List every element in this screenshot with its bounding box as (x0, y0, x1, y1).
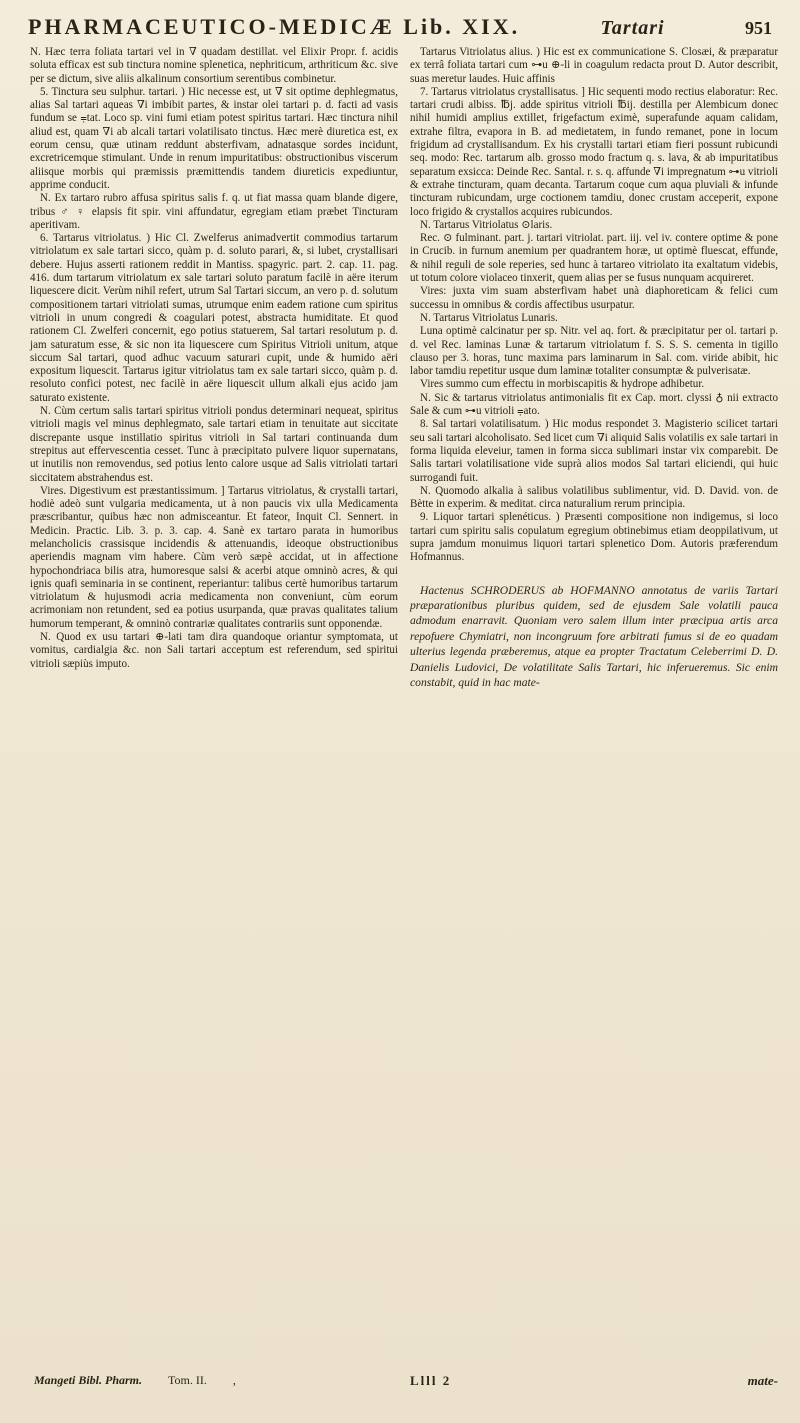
paragraph: 5. Tinctura seu sulphur. tartari. ) Hic necesse est, ut ∇ sit optime dephlegmatus, alias Sal tartari aqueas ∇i imbibit partes, & instar olei tartari p. d. facti ad vasis fundum se ⩦tat. Loco sp. vini fumi etiam potest spiritus tartari. Hæc tinctura nihil aliud est, quam ∇i ab alcali tartari volatilisato tinctus. Hæc merè diuretica est, ex eorum censu, quæ utinam reddunt absterfivam, adnatasque sordes incidunt, excretricemque stimulant. Unde in renum impuritatibus: obstructionibus viscerum aliisque morbis qui præmissis præmittendis tandem diureticis expediuntur, apprime conducit. (30, 85, 398, 191)
volume-label: Tom. II. (168, 1373, 207, 1387)
paragraph: N. Cùm certum salis tartari spiritus vitrioli pondus determinari nequeat, spiritus vitrioli magis vel minus dephlegmato, sale tartari etiam in tenuitate aut siccitate discrepante usque instillatio spiritus vitrioli in Sal tartari continuanda dum strepitus aut effervescentia cesset. Tunc à præcipitato pulvere liquor supernatans, ut inutilis non removendus, sed potius lento calore usque ad Salis vitriolati tartari siccitatem abstrahendus est. (30, 405, 398, 484)
paragraph: 7. Tartarus vitriolatus crystallisatus. ] Hic sequenti modo rectius elaboratur: Rec. tartari crudi albiss. ℔j. adde spiritus vitrioli ℔ij. destilla per Alembicum donec nihil humidi amplius extillet, frigefactum eximè, superafunde aquam calidam, extrahe filtra, evapora in B. ad medietatem, in fundo remanet, pone in locum frigidum ad crystallisandum. Ex his crystalli tartari etiam fieri possunt rubicundi seq. modo: Rec. tartarum alb. grosso modo fractum q. s. lava, & ab impuritatibus separatum exsicca: Deinde Rec. Santal. r. s. q. affunde ∇i impregnatum ⊶u vitrioli & extrahe tincturam, quam decanta. Tartarum coque cum aqua pluviali & infunde tincturam rubicundam, urge coctionem tamdiu, donec crustam acceperit, expone loco frigido & crystallos acquires rubicundos. (410, 85, 778, 218)
paragraph: N. Ex tartaro rubro affusa spiritus salis f. q. ut fiat massa quam blande digere, tribus ♂ ♀ elapsis fit spir. vini affundatur, egregiam etiam præbet Tincturam aperitivam. (30, 192, 398, 231)
paragraph: Vires summo cum effectu in morbiscapitis & hydrope adhibetur. (420, 378, 705, 391)
paragraph: N. Tartarus Vitriolatus Lunaris. (420, 311, 558, 324)
right-column (410, 46, 778, 690)
paragraph: N. Sic & tartarus vitriolatus antimonialis fit ex Cap. mort. clyssi ♁ nii extracto Sale & cum ⊶u vitrioli ⩦ato. (410, 391, 778, 418)
paragraph: 8. Sal tartari volatilisatum. ) Hic modus respondet 3. Magisterio scilicet tartari seu sali tartari alcoholisato. Sed licet cum ∇i aliquid Salis volatilis ex sale tartari in forma liquida eleveiur, tamen in forma sicca sublimari instar vix comparebit. De Salis tartari volatilisatione vide suprà alios modos Sal tartari eliciendi, qui huic surrogandi fuit. (410, 418, 778, 484)
catchword: mate- (747, 1373, 778, 1388)
paragraph: N. Quod ex usu tartari ⊕-lati tam dira quandoque oriantur symptomata, ut vomitus, cardialgia &c. non Sali tartari acceptum est referendum, sed spiritui vitrioli sæpiùs imputo. (30, 631, 398, 670)
signature-mark: Mangeti Bibl. Pharm. (34, 1373, 143, 1387)
page-header (28, 14, 772, 42)
paragraph: Tartarus Vitriolatus alius. ) Hic est ex communicatione S. Closæi, & præparatur ex terrâ foliata tartari cum ⊶u ⊕-li in coagulum redacta prout D. Autor describit, suas meretur laudes. Huic affinis (410, 46, 778, 85)
paragraph: N. Hæc terra foliata tartari vel in ∇ quadam destillat. vel Elixir Propr. f. acidis soluta efficax est sub tinctura nomine splenetica, nephriticum, arthriticum &c. sive per se dictum, sive aliis alkalinum consortium serentibus combinetur. (30, 46, 398, 85)
paragraph: N. Quomodo alkalia à salibus volatilibus sublimentur, vid. D. David. von. de Bètte in experim. & meditat. circa naturalium rerum principia. (410, 484, 778, 511)
page-number: 951 (745, 18, 772, 38)
left-column (30, 46, 398, 671)
paragraph: Vires: juxta vim suam absterfivam habet unà diaphoreticam & felici cum successu in omnibus & cordis affectibus usurpatur. (410, 285, 778, 311)
paragraph: N. Tartarus Vitriolatus ⊙laris. (420, 218, 553, 231)
paragraph: Vires. Digestivum est præstantissimum. ] Tartarus vitriolatus, & crystalli tartari, hodiè adeò sunt vulgaria medicamenta, ut à non paucis vix ulla Medicamenta præscribantur, quibus hæc non admisceantur. Et fateor, Inquit Cl. Sennert. in Medicin. Practic. Lib. 3. p. 3. cap. 4. Sanè ex tartaro parata in humoribus melancholicis crassisque incidendis & attenuandis, ideoque obstructionibus aperiendis magnam vim habere. Cùm verò sæpè accidat, ut in affectione hypochondriaca bilis atra, humoresque salsi & acerbi atque omninò acres, & qui ignis quafi seminaria in se continent, reperiantur: talibus certè humoribus tartarum vitriolatum & hujusmodi acria medicamenta non conveniunt, cùm eorum acrimoniam non retundent, sed ea potius usurpanda, quæ pravas qualitates talium humorum temperant, & omninò contrariæ qualitates contrariis sunt opponendæ. (30, 484, 398, 630)
footer-mark: , (232, 1373, 236, 1387)
closing-note: Hactenus SCHRODERUS ab HOFMANNO annotatus de variis Tartari præparationibus pluribus quidem, sed de ejusdem Sale volatili pauca admodum enarravit. Quoniam vero salem illum inter præcipua artis arca repofuere Chymiatri, non incongruum fore arbitrati fumus si de eo quadam ulterius legenda præberemus, atque ea propter Tractatum Celeberrimi D. D. Danielis Ludovici, De volatilitate Salis Tartari, hic inferueremus. Sic enim constabit, quid in hac mate- (410, 583, 778, 690)
gathering-signature: Llll 2 (410, 1373, 452, 1388)
paragraph: Luna optimè calcinatur per sp. Nitr. vel aq. fort. & præcipitatur per ol. tartari p. d. vel Rec. laminas Lunæ & tartarum vitriolatum f. S. S. S. cementa in tigillo clauso per 3. horas, tunc maxima pars laminarum in Sal. com. viride abibit, hic labor tamdiu repetitur usque dum laminæ totaliter consumptæ & pulverisatæ. (410, 325, 778, 378)
running-title: PHARMACEUTICO-MEDICÆ Lib. XIX. (28, 14, 521, 39)
paragraph: 6. Tartarus vitriolatus. ) Hic Cl. Zwelferus animadvertit commodius tartarum vitriolatum ex sale tartari sicco, quàm p. d. soluto parari, &, si lubet, crystallisari debere. Hujus asserti rationem reddit in Mantiss. spagyric. part. 2. cap. 11. pag. 416. dum tartarum vitriolatum ex sale tartari soluto paratum facilè in aëre iterum liquescere dicit. Verùm nihil refert, utrum Sal Tartari siccum, an vero p. d. solutum compositionem tartari vitriolati sumas, utrumque enim eadem ratione cum spiritus vitrioli in unum congredi & coagulari potest, abstracta humiditate. Et quod rationem Cl. Zwelferi concernit, ego potius statuerem, Sal tartari resolutum p. d. jam saturatum esse, & sic non ita liquescere cum Spiritus Vitrioli unitum, atque siccum Sal tartari, quod adhuc vacuum saturari cupit, unde & humido aëri expositum liquescit. Tartarus igitur vitriolatus tam ex sale tartari sicco, quàm p. d. resoluto confici potest, nec facilè in aëre liquescit ullum alkali ejus acido jam saturato existente. (30, 232, 398, 404)
footer-left (34, 1373, 404, 1388)
footer-right (410, 1373, 778, 1389)
paragraph: 9. Liquor tartari splenéticus. ) Præsenti compositione non indigemus, si loco tartari cum spiritu salis copulatum egregium obtinebimus etiam deoppilativum, ut supra jamdum monuimus liquori tartari splenetico Dom. Autoris præferendum Hofmannus. (410, 511, 778, 564)
paragraph: Rec. ⊙ fulminant. part. j. tartari vitriolat. part. iij. vel iv. contere optime & pone in Crucib. in furnum anemium per quadrantem horæ, ut optimè fluescat, effunde, & nihil reguli de sole reperies, sed hunc à tartareo vitriolato ita exaltatum videbis, ut totum colore violaceo tinxerit, quem alias per se fusus nunquam acquireret. (410, 232, 778, 285)
running-title-right: Tartari (600, 17, 665, 39)
